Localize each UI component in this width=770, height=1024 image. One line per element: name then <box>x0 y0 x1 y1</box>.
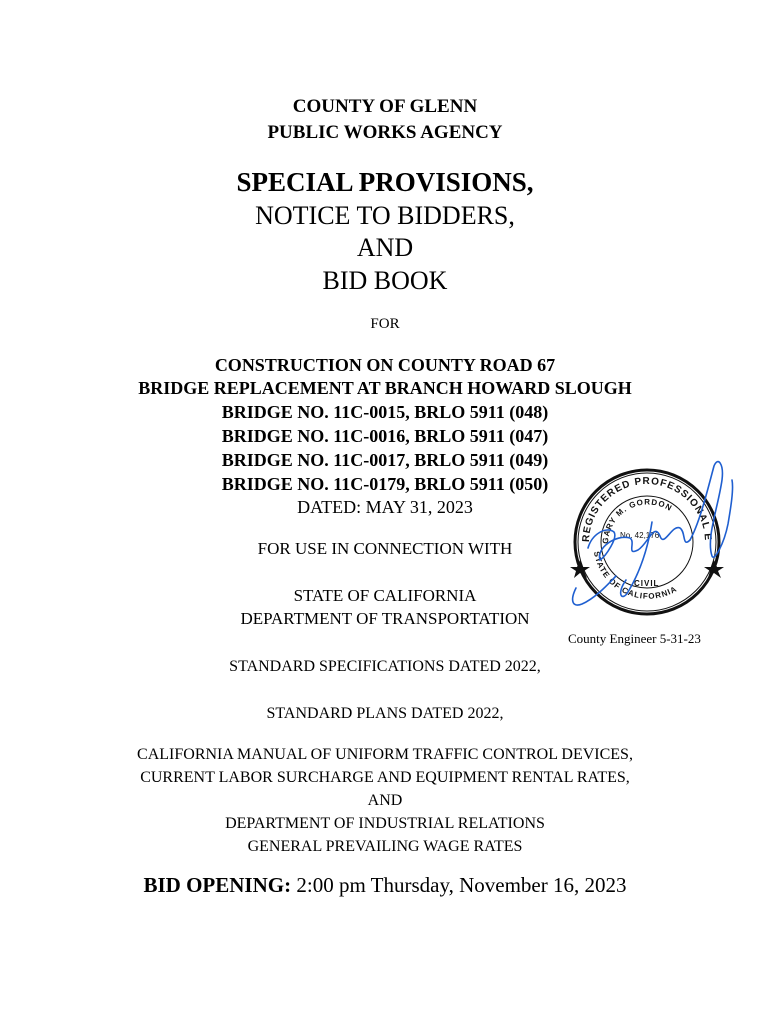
seal-name-text: GARY M. GORDON <box>600 497 674 545</box>
for-label: FOR <box>370 316 400 332</box>
connection-department: DEPARTMENT OF TRANSPORTATION <box>240 609 530 628</box>
title-and: AND <box>356 233 414 262</box>
connection-intro: FOR USE IN CONNECTION WITH <box>257 539 513 558</box>
title-special-provisions: SPECIAL PROVISIONS, <box>236 167 534 197</box>
bid-opening-label: BID OPENING: <box>143 873 292 897</box>
svg-text:STATE OF CALIFORNIA <box>592 551 679 601</box>
seal-discipline: CIVIL <box>634 579 660 588</box>
ref-labor-rates: CURRENT LABOR SURCHARGE AND EQUIPMENT RENTAL RATES, <box>140 769 630 786</box>
ref-and: AND <box>367 792 403 809</box>
project-title: CONSTRUCTION ON COUNTY ROAD 67 <box>214 355 556 375</box>
ref-specifications: STANDARD SPECIFICATIONS DATED 2022, <box>229 658 541 675</box>
seal-caption: County Engineer 5-31-23 <box>568 631 701 646</box>
ref-wage-rates: GENERAL PREVAILING WAGE RATES <box>247 838 523 855</box>
title-bid-book: BID BOOK <box>322 266 448 295</box>
project-subtitle: BRIDGE REPLACEMENT AT BRANCH HOWARD SLOUGH <box>138 378 632 398</box>
seal-bottom-text: STATE OF CALIFORNIA <box>591 550 679 601</box>
bridge-line: BRIDGE NO. 11C-0179, BRLO 5911 (050) <box>221 474 549 494</box>
bridge-line: BRIDGE NO. 11C-0017, BRLO 5911 (049) <box>221 450 549 470</box>
bridge-line: BRIDGE NO. 11C-0016, BRLO 5911 (047) <box>221 426 549 446</box>
ref-plans: STANDARD PLANS DATED 2022, <box>266 705 504 722</box>
dated-line: DATED: MAY 31, 2023 <box>297 497 473 517</box>
bid-opening <box>0 873 770 898</box>
seal-number: No. 42,176 <box>620 531 660 540</box>
ref-industrial-relations: DEPARTMENT OF INDUSTRIAL RELATIONS <box>225 815 545 832</box>
title-notice-to-bidders: NOTICE TO BIDDERS, <box>255 201 515 230</box>
ref-traffic-manual: CALIFORNIA MANUAL OF UNIFORM TRAFFIC CONTROL DEVICES, <box>137 746 633 763</box>
agency-name: PUBLIC WORKS AGENCY <box>267 122 503 143</box>
bid-opening-value: 2:00 pm Thursday, November 16, 2023 <box>296 873 627 897</box>
engineer-seal <box>556 452 736 622</box>
seal-top-text: REGISTERED PROFESSIONAL E <box>580 475 714 543</box>
connection-state: STATE OF CALIFORNIA <box>293 586 477 605</box>
bridge-line: BRIDGE NO. 11C-0015, BRLO 5911 (048) <box>221 402 549 422</box>
agency-county: COUNTY OF GLENN <box>292 96 478 117</box>
